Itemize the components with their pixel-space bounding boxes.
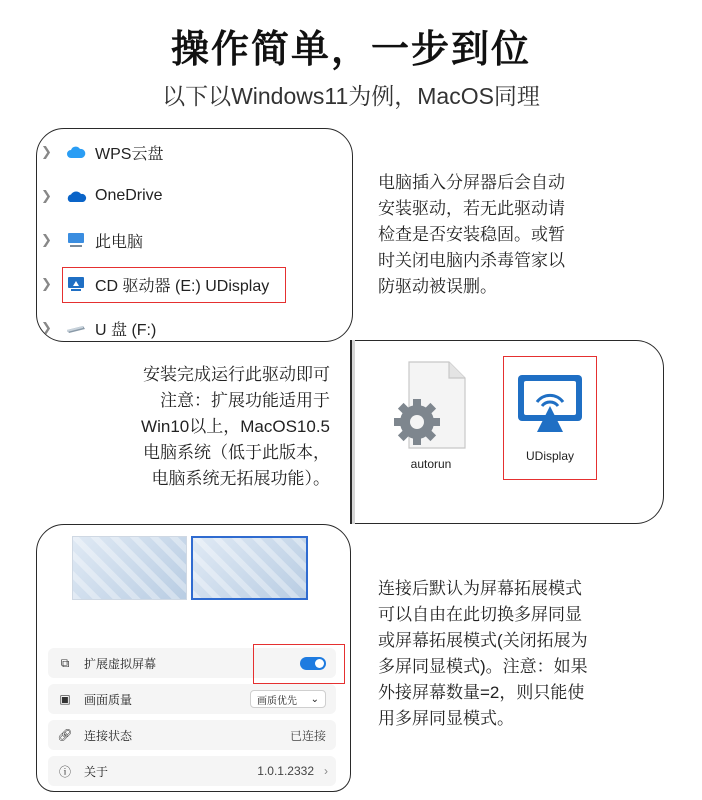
text-line: 电脑系统无拓展功能）。: [151, 469, 330, 488]
row-label: 关于: [84, 764, 109, 779]
chevron-right-icon[interactable]: ❯: [41, 232, 52, 247]
about-row[interactable]: [48, 756, 336, 786]
text-line: 或屏幕拓展模式(关闭拓展为: [378, 631, 588, 650]
image-icon: ▣: [59, 692, 71, 706]
text-line: Win10以上，MacOS10.5: [141, 417, 330, 436]
display-mode-thumbnails: [72, 536, 308, 600]
computer-icon: [65, 232, 87, 248]
chevron-right-icon[interactable]: ❯: [41, 320, 52, 335]
text-line: 多屏同显模式)。注意：如果: [378, 657, 588, 676]
quality-select[interactable]: [250, 690, 326, 708]
step3-description: [378, 576, 688, 732]
tree-item-wps[interactable]: [37, 137, 163, 167]
quality-value: 画质优先: [257, 695, 297, 707]
text-line: 安装完成运行此驱动即可: [143, 365, 330, 384]
chevron-right-icon[interactable]: ❯: [41, 188, 52, 203]
file-label: UDisplay: [525, 449, 574, 463]
chevron-down-icon: ⌄: [310, 693, 319, 705]
info-icon: ⓘ: [58, 764, 71, 779]
cloud-icon: [65, 144, 87, 160]
quality-row: [48, 684, 336, 714]
chevron-right-icon[interactable]: ❯: [41, 144, 52, 159]
text-line: 电脑插入分屏器后会自动: [378, 173, 565, 192]
tree-item-usb[interactable]: [37, 313, 156, 342]
text-line: 防驱动被误删。: [378, 277, 497, 296]
text-line: 检查是否安装稳固。或暂: [378, 225, 565, 244]
onedrive-cloud-icon: [65, 188, 87, 204]
row-label: 连接状态: [84, 728, 133, 743]
chevron-right-icon[interactable]: ❯: [41, 276, 52, 291]
udisplay-highlight: [503, 356, 597, 480]
tree-item-label: 此电脑: [95, 233, 144, 251]
step2-description: [100, 362, 330, 492]
step1-description: [378, 170, 678, 300]
text-line: 连接后默认为屏幕拓展模式: [378, 579, 582, 598]
tree-item-label: CD 驱动器 (E:) UDisplay: [95, 277, 270, 295]
text-line: 可以自由在此切换多屏同显: [378, 605, 582, 624]
tree-item-this-pc[interactable]: [37, 225, 143, 255]
autorun-file-icon: [391, 360, 471, 452]
explorer-panel: [36, 128, 353, 342]
text-line: 注意：扩展功能适用于: [160, 391, 330, 410]
page-title: 操作简单，一步到位: [170, 29, 531, 71]
toggle-highlight: [253, 644, 345, 684]
extend-mode-thumbnail[interactable]: [191, 536, 308, 600]
tree-item-onedrive[interactable]: [37, 181, 163, 211]
text-line: 用多屏同显模式。: [378, 709, 514, 728]
tree-item-label: U 盘 (F:): [95, 321, 157, 339]
text-line: 电脑系统（低于此版本，: [143, 443, 330, 462]
text-line: 安装驱动，若无此驱动请: [378, 199, 565, 218]
file-autorun[interactable]: [386, 360, 476, 471]
link-icon: 🔗︎: [57, 728, 73, 742]
chevron-right-icon: ›: [324, 764, 328, 778]
status-value: 已连接: [289, 728, 326, 743]
cd-drive-highlight: [62, 267, 286, 303]
usb-drive-icon: [65, 320, 87, 336]
row-label: 画面质量: [84, 692, 133, 707]
file-label: autorun: [410, 457, 452, 471]
version-value: 1.0.1.2332: [257, 764, 314, 778]
connection-status-row: [48, 720, 336, 750]
row-label: 扩展虚拟屏幕: [84, 656, 157, 671]
tree-item-label: OneDrive: [95, 187, 163, 204]
extend-screen-icon: ⧉: [60, 655, 70, 670]
page-subtitle: 以下以Windows11为例，MacOS同理: [162, 83, 540, 109]
text-line: 外接屏幕数量=2，则只能使: [378, 683, 585, 702]
tree-item-label: WPS云盘: [95, 145, 164, 163]
mirror-mode-thumbnail[interactable]: [72, 536, 187, 600]
text-line: 时关闭电脑内杀毒管家以: [378, 251, 565, 270]
